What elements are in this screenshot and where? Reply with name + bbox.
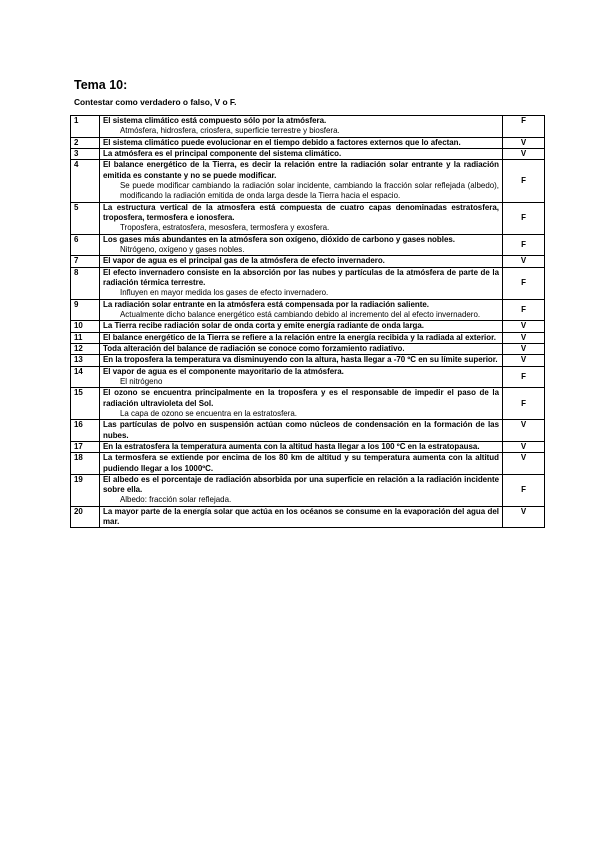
question-cell <box>100 366 503 388</box>
question-cell <box>100 388 503 420</box>
question-number: 14 <box>71 366 100 388</box>
table-row <box>71 321 545 332</box>
question-text: El albedo es el porcentaje de radiación absorbida por una superficie en relación a la radiación incidente sobre ella. <box>103 474 499 495</box>
table-row <box>71 137 545 148</box>
table-row <box>71 202 545 234</box>
question-text: El sistema climático está compuesto sólo por la atmósfera. <box>103 116 327 125</box>
question-cell <box>100 148 503 159</box>
question-text: La termosfera se extiende por encima de los 80 km de altitud y su temperatura aumenta con la altitud pudiendo llegar a los 1000ºC. <box>103 453 499 473</box>
correction-note: El nitrógeno <box>120 376 163 386</box>
table-row <box>71 420 545 442</box>
question-text: Las partículas de polvo en suspensión actúan como núcleos de condensación en la formación de las nubes. <box>103 420 499 440</box>
question-text: El efecto invernadero consiste en la absorción por las nubes y partículas de la atmósfera de parte de la radiación térmica terrestre. <box>103 267 499 287</box>
question-number: 20 <box>71 506 100 528</box>
answer-cell: V <box>503 441 545 452</box>
question-cell <box>100 506 503 528</box>
answer-cell: F <box>503 234 545 256</box>
question-cell <box>100 202 503 234</box>
question-text: En la estratosfera la temperatura aumenta con la altitud hasta llegar a los 100 ºC en la estratopausa. <box>103 441 480 451</box>
answer-cell: V <box>503 137 545 148</box>
question-cell <box>100 355 503 366</box>
table-row <box>71 355 545 366</box>
answer-cell: V <box>503 420 545 442</box>
question-text: La Tierra recibe radiación solar de onda corta y emite energía radiante de onda larga. <box>103 321 424 331</box>
question-number: 2 <box>71 137 100 148</box>
correction-note: La capa de ozono se encuentra en la estratosfera. <box>120 408 297 418</box>
question-number: 18 <box>71 453 100 475</box>
answer-cell: V <box>503 506 545 528</box>
question-cell <box>100 453 503 475</box>
question-number: 11 <box>71 332 100 343</box>
question-number: 9 <box>71 299 100 321</box>
answer-cell: F <box>503 474 545 506</box>
question-number: 13 <box>71 355 100 366</box>
question-number: 19 <box>71 474 100 506</box>
table-row <box>71 474 545 506</box>
answer-cell: F <box>503 202 545 234</box>
question-text: La radiación solar entrante en la atmósfera está compensada por la radiación saliente. <box>103 299 429 309</box>
question-text: El balance energético de la Tierra se refiere a la relación entre la energía recibida y la radiada al exterior. <box>103 332 496 342</box>
table-row <box>71 234 545 256</box>
question-cell <box>100 116 503 138</box>
question-number: 12 <box>71 343 100 354</box>
question-number: 10 <box>71 321 100 332</box>
answer-cell: V <box>503 453 545 475</box>
answer-cell: V <box>503 332 545 343</box>
question-text: El balance energético de la Tierra, es decir la relación entre la radiación solar entrante y la radiación emitida es constante y no se puede modificar. <box>103 160 499 180</box>
correction-note: Se puede modificar cambiando la radiación solar incidente, cambiando la fracción solar reflejada (albedo), modificando la radiación emitida de onda larga desde la Tierra hacia el espacio. <box>120 180 499 201</box>
question-text: La mayor parte de la energía solar que actúa en los océanos se consume en la evaporación del agua del mar. <box>103 506 499 527</box>
table-row <box>71 267 545 299</box>
table-row <box>71 453 545 475</box>
question-cell <box>100 474 503 506</box>
table-row <box>71 116 545 138</box>
table-row <box>71 256 545 267</box>
question-text: El vapor de agua es el componente mayoritario de la atmósfera. <box>103 366 344 376</box>
table-row <box>71 160 545 202</box>
question-number: 3 <box>71 148 100 159</box>
correction-note: Atmósfera, hidrosfera, criosfera, superficie terrestre y biosfera. <box>120 126 340 136</box>
question-number: 15 <box>71 388 100 420</box>
table-row <box>71 441 545 452</box>
question-number: 1 <box>71 116 100 138</box>
question-number: 5 <box>71 202 100 234</box>
answer-cell: F <box>503 116 545 138</box>
answer-cell: F <box>503 388 545 420</box>
question-cell <box>100 299 503 321</box>
question-cell <box>100 343 503 354</box>
question-cell <box>100 234 503 256</box>
question-cell <box>100 267 503 299</box>
question-cell <box>100 160 503 202</box>
true-false-table <box>70 115 545 528</box>
instruction-text: Contestar como verdadero o falso, V o F. <box>74 97 237 107</box>
question-number: 16 <box>71 420 100 442</box>
correction-note: Troposfera, estratosfera, mesosfera, termosfera y exosfera. <box>120 223 330 233</box>
answer-cell: V <box>503 148 545 159</box>
answer-cell: V <box>503 321 545 332</box>
question-cell <box>100 256 503 267</box>
question-text: El ozono se encuentra principalmente en la troposfera y es el responsable de impedir el paso de la radiación ultravioleta del Sol. <box>103 388 499 408</box>
question-text: La atmósfera es el principal componente del sistema climático. <box>103 148 342 158</box>
correction-note: Actualmente dicho balance energético está cambiando debido al incremento del al efecto invernadero. <box>120 309 481 319</box>
question-number: 6 <box>71 234 100 256</box>
question-cell <box>100 137 503 148</box>
table-row <box>71 343 545 354</box>
table-row <box>71 148 545 159</box>
question-text: La estructura vertical de la atmosfera está compuesta de cuatro capas denominadas estratosfera, troposfera, termosfera e ionosfera. <box>103 202 499 222</box>
question-text: Los gases más abundantes en la atmósfera son oxígeno, dióxido de carbono y gases nobles. <box>103 234 455 244</box>
question-text: El sistema climático puede evolucionar en el tiempo debido a factores externos que lo afectan. <box>103 137 461 147</box>
table-row <box>71 506 545 528</box>
answer-cell: F <box>503 299 545 321</box>
answer-cell: F <box>503 160 545 202</box>
question-cell <box>100 332 503 343</box>
table-row <box>71 366 545 388</box>
table-row <box>71 332 545 343</box>
page-title: Tema 10: <box>74 78 128 92</box>
question-number: 17 <box>71 441 100 452</box>
question-text: El vapor de agua es el principal gas de la atmósfera de efecto invernadero. <box>103 256 385 266</box>
question-number: 8 <box>71 267 100 299</box>
answer-cell: F <box>503 366 545 388</box>
answer-cell: V <box>503 355 545 366</box>
correction-note: Albedo: fracción solar reflejada. <box>120 495 232 505</box>
answer-cell: V <box>503 256 545 267</box>
question-cell <box>100 321 503 332</box>
answer-cell: F <box>503 267 545 299</box>
correction-note: Nitrógeno, oxígeno y gases nobles. <box>120 244 245 254</box>
question-text: Toda alteración del balance de radiación se conoce como forzamiento radiativo. <box>103 343 405 353</box>
table-row <box>71 388 545 420</box>
answer-cell: V <box>503 343 545 354</box>
correction-note: Influyen en mayor medida los gases de efecto invernadero. <box>120 288 329 298</box>
table-row <box>71 299 545 321</box>
question-text: En la troposfera la temperatura va disminuyendo con la altura, hasta llegar a -70 ºC en su límite superior. <box>103 355 498 365</box>
question-number: 7 <box>71 256 100 267</box>
question-cell <box>100 441 503 452</box>
question-number: 4 <box>71 160 100 202</box>
question-cell <box>100 420 503 442</box>
